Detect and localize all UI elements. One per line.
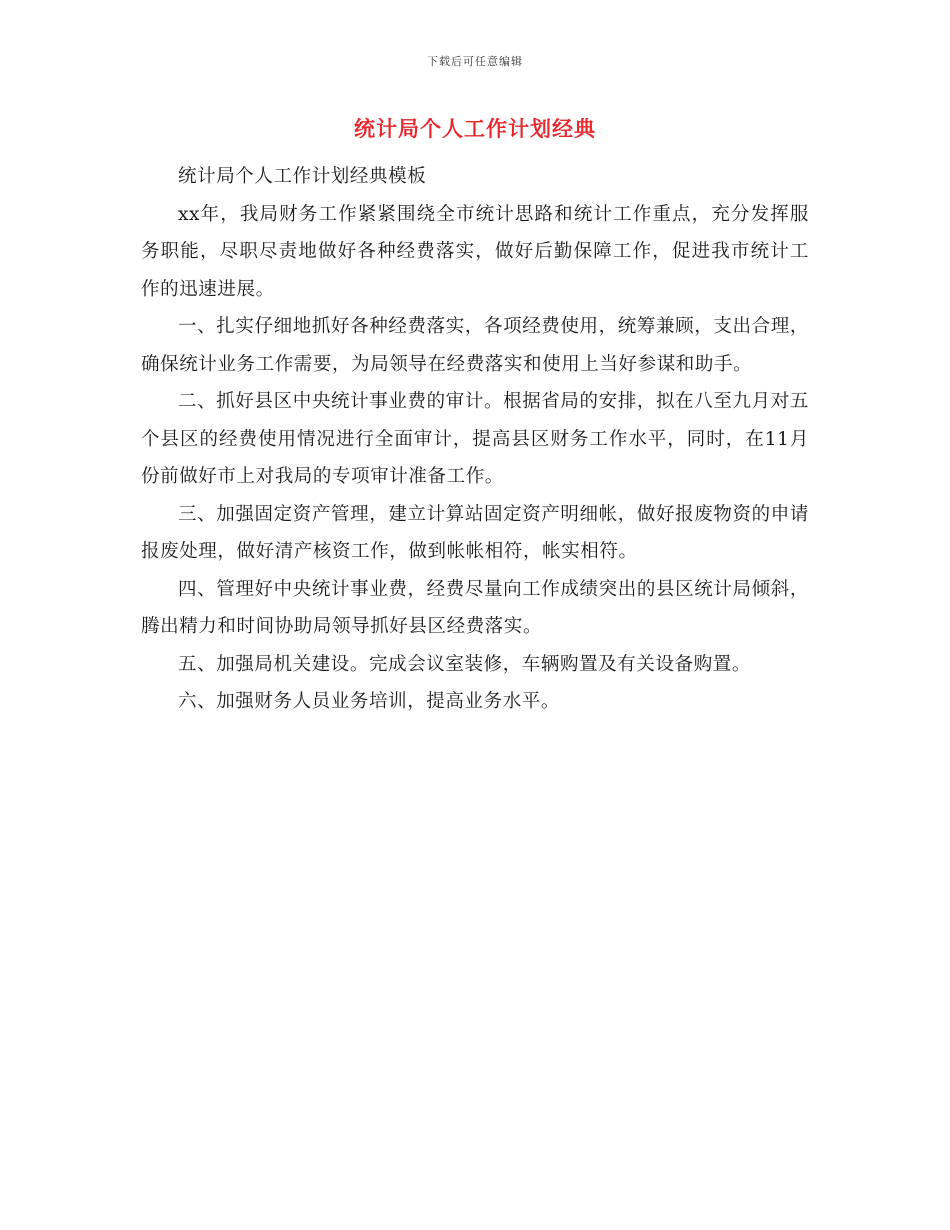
- paragraph-item-1: 一、扎实仔细地抓好各种经费落实，各项经费使用，统筹兼顾，支出合理，确保统计业务工作需要，为局领导在经费落实和使用上当好参谋和助手。: [141, 316, 809, 375]
- header-note: 下载后可任意编辑: [427, 55, 523, 68]
- paragraph-item-3: 三、加强固定资产管理，建立计算站固定资产明细帐，做好报废物资的申请报废处理，做好清产核资工作，做到帐帐相符，帐实相符。: [141, 503, 809, 562]
- document-title: 统计局个人工作计划经典: [354, 116, 596, 141]
- paragraph-item-6: 六、加强财务人员业务培训，提高业务水平。: [178, 691, 561, 712]
- paragraph-item-4: 四、管理好中央统计事业费，经费尽量向工作成绩突出的县区统计局倾斜，腾出精力和时间协助局领导抓好县区经费落实。: [141, 578, 809, 637]
- paragraph-item-5: 五、加强局机关建设。完成会议室装修，车辆购置及有关设备购置。: [178, 653, 752, 675]
- paragraph-subtitle: 统计局个人工作计划经典模板: [178, 166, 427, 187]
- document-body: [141, 158, 809, 721]
- paragraph-intro: xx年，我局财务工作紧紧围绕全市统计思路和统计工作重点，充分发挥服务职能，尽职尽责地做好各种经费落实，做好后勤保障工作，促进我市统计工作的迅速进展。: [141, 203, 809, 300]
- paragraph-item-2: 二、抓好县区中央统计事业费的审计。根据省局的安排，拟在八至九月对五个县区的经费使用情况进行全面审计，提高县区财务工作水平，同时，在11月份前做好市上对我局的专项审计准备工作。: [141, 391, 809, 487]
